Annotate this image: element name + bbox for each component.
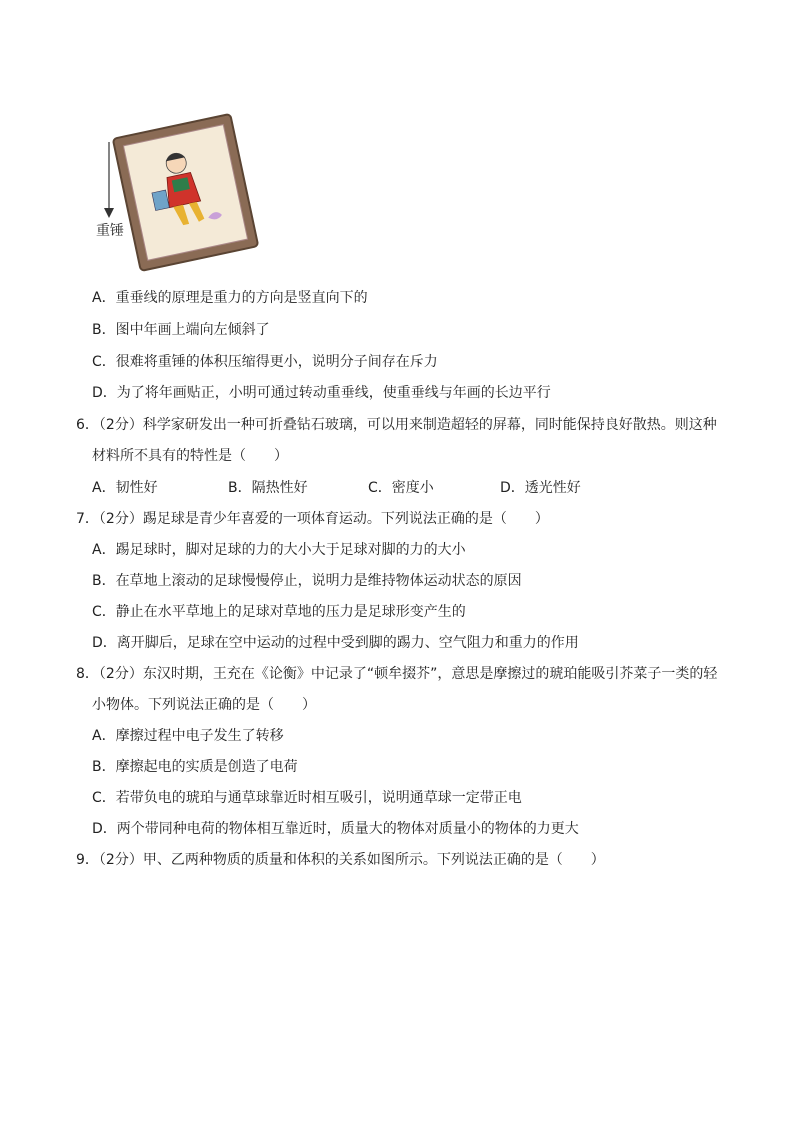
q6-stem-line2: 材料所不具有的特性是（ ） xyxy=(92,448,288,464)
q7-option-c: C．静止在水平草地上的足球对草地的压力是足球形变产生的 xyxy=(92,604,466,620)
figure-painting-plumb xyxy=(90,100,260,275)
q6-option-d: D．透光性好 xyxy=(500,480,581,496)
q8-option-d: D．两个带同种电荷的物体相互靠近时，质量大的物体对质量小的物体的力更大 xyxy=(92,821,579,837)
figure-label-weight: 重锤 xyxy=(96,223,124,239)
plumb-weight xyxy=(104,208,114,218)
q6-option-a: A．韧性好 xyxy=(92,480,158,496)
q5-option-a: A．重垂线的原理是重力的方向是竖直向下的 xyxy=(92,290,368,306)
q7-stem: 7．（2分）踢足球是青少年喜爱的一项体育运动。下列说法正确的是（ ） xyxy=(76,511,549,527)
q5-option-b: B．图中年画上端向左倾斜了 xyxy=(92,322,270,338)
q8-option-b: B．摩擦起电的实质是创造了电荷 xyxy=(92,759,298,775)
q8-option-a: A．摩擦过程中电子发生了转移 xyxy=(92,728,284,744)
q5-option-d: D．为了将年画贴正，小明可通过转动重垂线，使重垂线与年画的长边平行 xyxy=(92,385,551,401)
q7-option-d: D．离开脚后，足球在空中运动的过程中受到脚的踢力、空气阻力和重力的作用 xyxy=(92,635,579,651)
q7-option-a: A．踢足球时，脚对足球的力的大小大于足球对脚的力的大小 xyxy=(92,542,466,558)
q6-option-b: B．隔热性好 xyxy=(228,480,308,496)
q5-option-c: C．很难将重锤的体积压缩得更小，说明分子间存在斥力 xyxy=(92,354,438,370)
q8-stem-line2: 小物体。下列说法正确的是（ ） xyxy=(92,697,316,713)
painting-illustration xyxy=(90,100,260,275)
q6-stem-line1: 6．（2分）科学家研发出一种可折叠钻石玻璃，可以用来制造超轻的屏幕，同时能保持良好散热。则这种 xyxy=(76,417,717,433)
q8-option-c: C．若带负电的琥珀与通草球靠近时相互吸引，说明通草球一定带正电 xyxy=(92,790,522,806)
q7-option-b: B．在草地上滚动的足球慢慢停止，说明力是维持物体运动状态的原因 xyxy=(92,573,522,589)
q8-stem-line1: 8．（2分）东汉时期，王充在《论衡》中记录了“顿牟掇芥”，意思是摩擦过的琥珀能吸引芥菜子一类的轻 xyxy=(76,666,718,682)
q6-option-c: C．密度小 xyxy=(368,480,434,496)
q9-stem: 9．（2分）甲、乙两种物质的质量和体积的关系如图所示。下列说法正确的是（ ） xyxy=(76,852,605,868)
